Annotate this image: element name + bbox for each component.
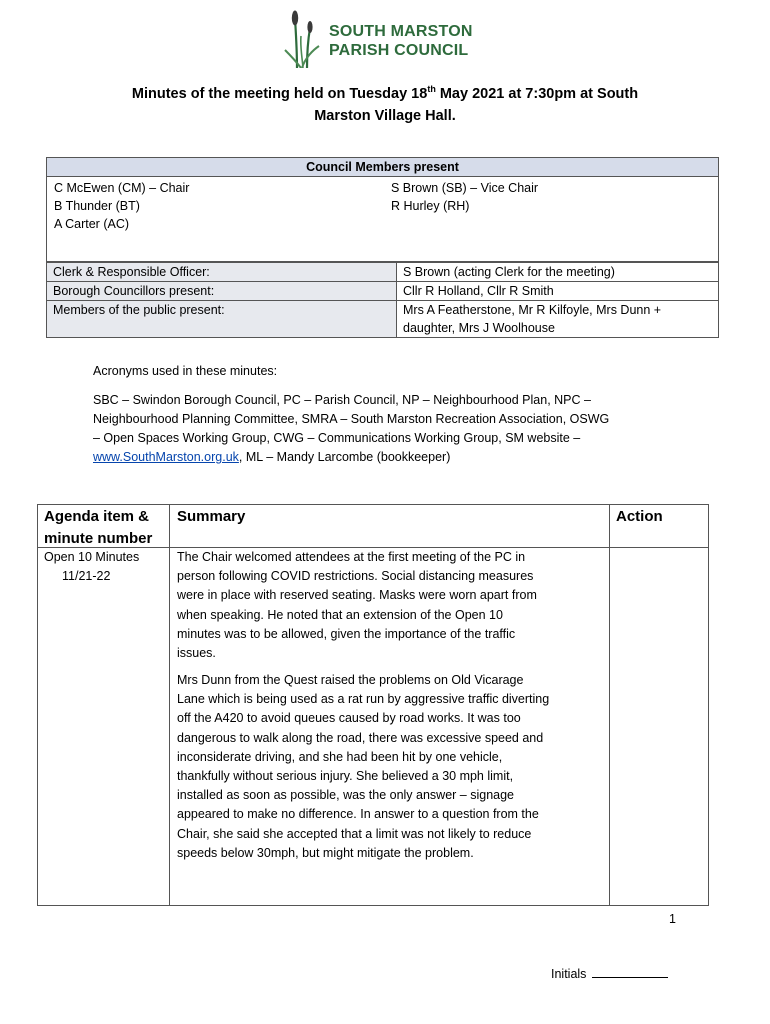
agenda-item-header: [44, 506, 152, 550]
summary-line: issues.: [177, 646, 216, 661]
summary-line: dangerous to walk along the road, there was excessive speed and: [177, 730, 544, 745]
public-value: [397, 301, 718, 337]
summary-line: were in place with reserved seating. Masks were worn apart from: [177, 588, 537, 603]
member-entry: A Carter (AC): [54, 217, 130, 231]
bulrush-icon: [283, 10, 327, 68]
summary-line: speeds below 30mph, but might mitigate the problem.: [177, 845, 474, 860]
member-entry: C McEwen (CM) – Chair: [54, 181, 190, 195]
agenda-item-header-line: Agenda item &: [44, 508, 150, 525]
members-right-column: [391, 179, 538, 215]
members-list: [47, 177, 718, 262]
website-link[interactable]: www.SouthMarston.org.uk: [93, 450, 239, 464]
summary-line: minutes was to be allowed, given the importance of the traffic: [177, 626, 516, 641]
member-entry: B Thunder (BT): [54, 199, 140, 213]
acronyms-line-rest: , ML – Mandy Larcombe (bookkeeper): [238, 450, 451, 464]
minute-number: 11/21-22: [62, 569, 111, 583]
summary-line: thankfully without serious injury. She believed a 30 mph limit,: [177, 769, 514, 784]
logo-line-2: PARISH COUNCIL: [329, 42, 469, 59]
summary-line: off the A420 to avoid queues caused by road works. It was too: [177, 711, 521, 726]
clerk-value-line: S Brown (acting Clerk for the meeting): [403, 265, 615, 279]
summary-line: installed as soon as possible, was the only answer – signage: [177, 788, 515, 803]
summary-paragraph-2: [177, 671, 605, 863]
borough-councillors-value-line: Cllr R Holland, Cllr R Smith: [403, 284, 554, 298]
summary-line: inconsiderate driving, and she had been hit by one vehicle,: [177, 749, 503, 764]
public-value-line: Mrs A Featherstone, Mr R Kilfoyle, Mrs Dunn +: [403, 303, 662, 317]
initials-line: [592, 965, 668, 978]
summary-line: appeared to make no difference. In answer to a question from the: [177, 807, 539, 822]
title-part-2: May 2021 at 7:30pm at South: [435, 85, 639, 102]
summary-line: Chair, she said she accepted that a limit was not likely to reduce: [177, 826, 532, 841]
summary-line: The Chair welcomed attendees at the first meeting of the PC in: [177, 550, 526, 564]
column-divider: [169, 505, 170, 905]
logo-text: [329, 22, 473, 60]
members-header: Council Members present: [47, 158, 718, 177]
summary-line: Mrs Dunn from the Quest raised the problems on Old Vicarage: [177, 673, 524, 687]
borough-councillors-label: Borough Councillors present:: [47, 282, 397, 300]
summary-header: Summary: [177, 508, 246, 525]
action-header: Action: [616, 508, 663, 525]
summary-line: when speaking. He noted that an extension of the Open 10: [177, 607, 503, 622]
minutes-title: [60, 78, 710, 127]
column-divider: [609, 505, 610, 905]
acronyms-line: [93, 448, 693, 467]
acronyms-list: [93, 391, 693, 467]
member-entry: S Brown (SB) – Vice Chair: [391, 181, 539, 195]
members-table: [46, 157, 719, 338]
members-left-column: [54, 179, 189, 233]
initials-label: Initials: [551, 967, 587, 981]
acronyms-heading: Acronyms used in these minutes:: [93, 364, 278, 378]
summary-paragraph-1: [177, 548, 605, 663]
acronyms-line: – Open Spaces Working Group, CWG – Communications Working Group, SM website –: [93, 431, 581, 445]
agenda-table: [37, 504, 709, 906]
initials-field: [551, 965, 668, 981]
page-number: 1: [669, 912, 676, 926]
acronyms-line: SBC – Swindon Borough Council, PC – Parish Council, NP – Neighbourhood Plan, NPC –: [93, 393, 591, 407]
acronyms-line: Neighbourhood Planning Committee, SMRA – South Marston Recreation Association, OSWG: [93, 412, 610, 426]
member-entry: R Hurley (RH): [391, 199, 470, 213]
parish-council-logo: [283, 10, 493, 70]
public-row: [47, 300, 718, 337]
borough-councillors-row: [47, 281, 718, 300]
clerk-label: Clerk & Responsible Officer:: [47, 263, 397, 281]
agenda-item-header-line: minute number: [44, 530, 153, 547]
summary-line: Lane which is being used as a rat run by aggressive traffic diverting: [177, 692, 550, 707]
summary-line: person following COVID restrictions. Social distancing measures: [177, 569, 534, 584]
public-value-line: daughter, Mrs J Woolhouse: [403, 321, 555, 335]
agenda-item-name: Open 10 Minutes: [44, 550, 140, 564]
title-line-2: Marston Village Hall.: [314, 107, 456, 124]
clerk-value: [397, 263, 718, 281]
title-superscript: th: [427, 84, 436, 94]
clerk-row: [47, 262, 718, 281]
title-part-1: Minutes of the meeting held on Tuesday 18: [131, 85, 428, 102]
logo-line-1: SOUTH MARSTON: [329, 23, 473, 40]
public-label: Members of the public present:: [47, 301, 397, 337]
borough-councillors-value: [397, 282, 718, 300]
